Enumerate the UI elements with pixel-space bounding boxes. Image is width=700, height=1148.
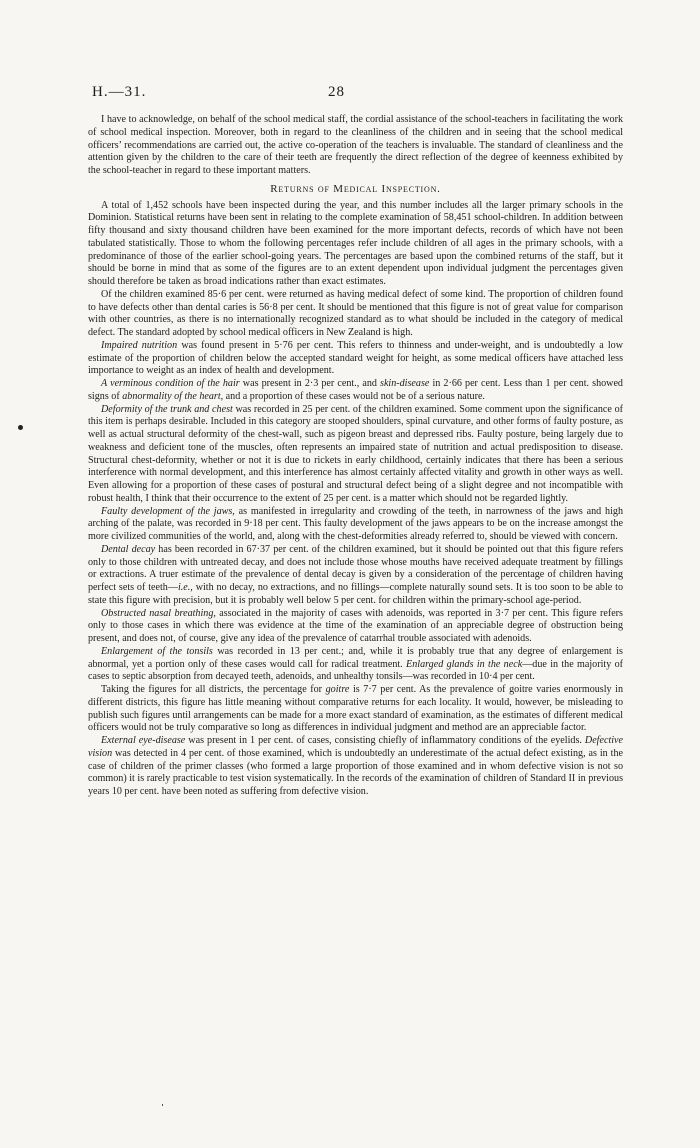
paragraph-text: is 7·7 per cent. As the prevalence of goitre varies enormously in different districts, this figure has little meaning without comparative returns for each locality. It would, however, be misleading to publish such figures until arrangements can be made for a more exact standard of examination, as the estimates of different medical officers would not be truly comparative so long as differences in individual judgment and method are an appreciable factor.: [88, 684, 623, 734]
italic-term: A verminous condition of the hair: [101, 378, 240, 389]
italic-term: Dental decay: [101, 543, 156, 555]
italic-term: Faulty development of the jaws,: [101, 505, 235, 517]
page-speck: [162, 1104, 163, 1106]
italic-term: abnormality of the heart,: [122, 390, 224, 402]
italic-term: External eye-disease: [101, 735, 186, 746]
body-paragraph: [88, 735, 623, 799]
body-paragraph: Of the children examined 85·6 per cent. were returned as having medical defect of some kind. The proportion of children found to have defects other than dental caries is 56·8 per cent. It should be mentioned that this figure is not of great value for comparison with other countries, as there is no internationally recognized standard as to what should be included in the category of medical defect. The standard adopted by school medical officers in New Zealand is high.: [88, 288, 623, 338]
italic-term: skin-disease: [380, 378, 430, 389]
italic-term: Enlargement of the tonsils: [101, 645, 213, 657]
body-paragraph: [88, 646, 623, 684]
paragraph-text: was present in 2·3 per cent., and: [239, 378, 381, 389]
paragraph-text: has been recorded in 67·37 per cent. of the children examined, but it should be pointed out that this figure refers only to those children with untreated decay, and does not include those whose mouths have received adequate treatment by fillings or extractions. A truer estimate of the prevalence of dental decay is given by a consideration of the percentage of children having perfect sets of teeth—: [88, 543, 624, 593]
body-paragraph: [88, 684, 623, 735]
italic-term: Deformity of the trunk and chest: [101, 403, 233, 415]
paragraph-text: was present in 1 per cent. of cases, consisting chiefly of inflammatory conditions of the eyelids.: [185, 735, 585, 746]
italic-term: Obstructed nasal breathing,: [101, 607, 216, 619]
paragraph-text: was recorded in 25 per cent. of the children examined. Some comment upon the significance of this item is perhaps desirable. Included in this category are stooped shoulders, spinal curvature, and other forms of faulty posture, as well as actual structural deformity of the chest-wall, such as pigeon breast and depressed ribs. Faulty posture, being largely due to weakness and deficient tone of the muscles, often represents an impaired state of nutrition and actual predisposition to disease. Structural chest-deformity, whether or not it is due to rickets in early childhood, certainly indicates that there has been a serious interference with normal development, and this interference has almost certainly affected vitality and growth in other ways as well. Even allowing for a proportion of these cases of postural and structural defect being of a slight degree and not incompatible with robust health, I think that their occurrence to the extent of 25 per cent. is a matter which should not be regarded lightly.: [88, 403, 624, 504]
paragraph-text: and a proportion of these cases would not be of a serious nature.: [223, 390, 485, 402]
paragraph-text: was recorded in 13 per cent.; and, while it is probably true that any degree of enlargement is abnormal, yet a portion only of these cases would call for radical treatment.: [88, 645, 623, 670]
body-paragraph: [88, 378, 623, 404]
italic-term: Enlarged glands in the neck: [406, 658, 523, 670]
italic-term: goitre: [325, 684, 350, 695]
italic-term: Impaired nutrition: [101, 339, 178, 351]
italic-term: Defective vision: [88, 735, 624, 759]
paragraph-text: as manifested in irregularity and crowding of the teeth, in narrowness of the jaws and high arching of the palate, was recorded in 9·18 per cent. This faulty development of the jaws appears to be on the increase amongst the more civilized communities of the world, and, along with the chest-deformities already referred to, should be viewed with concern.: [88, 505, 623, 542]
paragraph-text: was detected in 4 per cent. of those examined, which is undoubtedly an underestimate of the actual defect existing, as in the case of children of the primer classes (who formed a large proportion of those examined and in whom defective vision is not so common) it is rarely practicable to test vision systematically. In the records of the examination of children of Standard II in previous years 10 per cent. have been noted as suffering from defective vision.: [88, 747, 623, 797]
margin-dot: [18, 425, 23, 430]
body-paragraph: [88, 608, 623, 646]
paragraph-text: associated in the majority of cases with adenoids, was reported in 3·7 per cent. This figure refers only to those cases in which there was evidence at the time of the examination of an appreciable degree of obstruction being present, and does not, of course, give any idea of the prevalence of catarrhal trouble associated with adenoids.: [88, 607, 623, 644]
body-text: [88, 114, 623, 799]
paragraph-text: —due in the majority of cases to septic absorption from decayed teeth, adenoids, and unhealthy tonsils—was recorded in 10·4 per cent.: [88, 658, 623, 683]
body-paragraph: [88, 544, 623, 608]
body-paragraph: A total of 1,452 schools have been inspected during the year, and this number includes all the larger primary schools in the Dominion. Statistical returns have been sent in relating to the complete examination of 58,451 school-children. In addition between fifty thousand and sixty thousand children have been examined for the more important defects, records of which have not been tabulated statistically. Those to whom the following percentages refer include children of all ages in the primary schools, with a predominance of those of the earlier school-going years. The percentages are based upon the combined returns of the staff, but it should be borne in mind that as some of the figures are to an extent dependent upon individual judgment the percentages given should therefore be taken as broad indications rather than exact estimates.: [88, 199, 623, 287]
paragraph-text: Taking the figures for all districts, the percentage for: [101, 684, 326, 695]
paragraph-text: with no decay, no extractions, and no fillings—complete naturally sound sets. It is too soon to be able to state this figure with precision, but it is probably well below 5 per cent. for children within the primary-school age-period.: [88, 582, 624, 606]
paragraph-text: was found present in 5·76 per cent. This refers to thinness and under-weight, and is undoubtedly a low estimate of the proportion of children below the accepted standard weight for height, as some medical officers have attached less importance to weight as an index of health and development.: [88, 339, 623, 377]
report-reference: H.—31.: [92, 84, 147, 100]
italic-term: i.e.,: [177, 582, 193, 593]
body-paragraph: [88, 340, 623, 378]
body-paragraph: [88, 404, 623, 506]
paragraph-text: in 2·66 per cent. Less than 1 per cent. showed signs of: [88, 378, 623, 402]
body-paragraph: [88, 506, 623, 544]
section-heading: Returns of Medical Inspection.: [270, 182, 441, 195]
body-paragraph: I have to acknowledge, on behalf of the school medical staff, the cordial assistance of the school-teachers in facilitating the work of school medical inspection. Moreover, both in regard to the cleanliness of the children and in seeing that the school medical officers’ recommendations are carried out, the active co-operation of the teachers is invaluable. The standard of cleanliness and the attention given by the children to the care of their teeth are frequently the direct reflection of the degree of keenness exhibited by the school-teacher in regard to these important matters.: [88, 114, 623, 176]
page-number: 28: [328, 84, 345, 100]
